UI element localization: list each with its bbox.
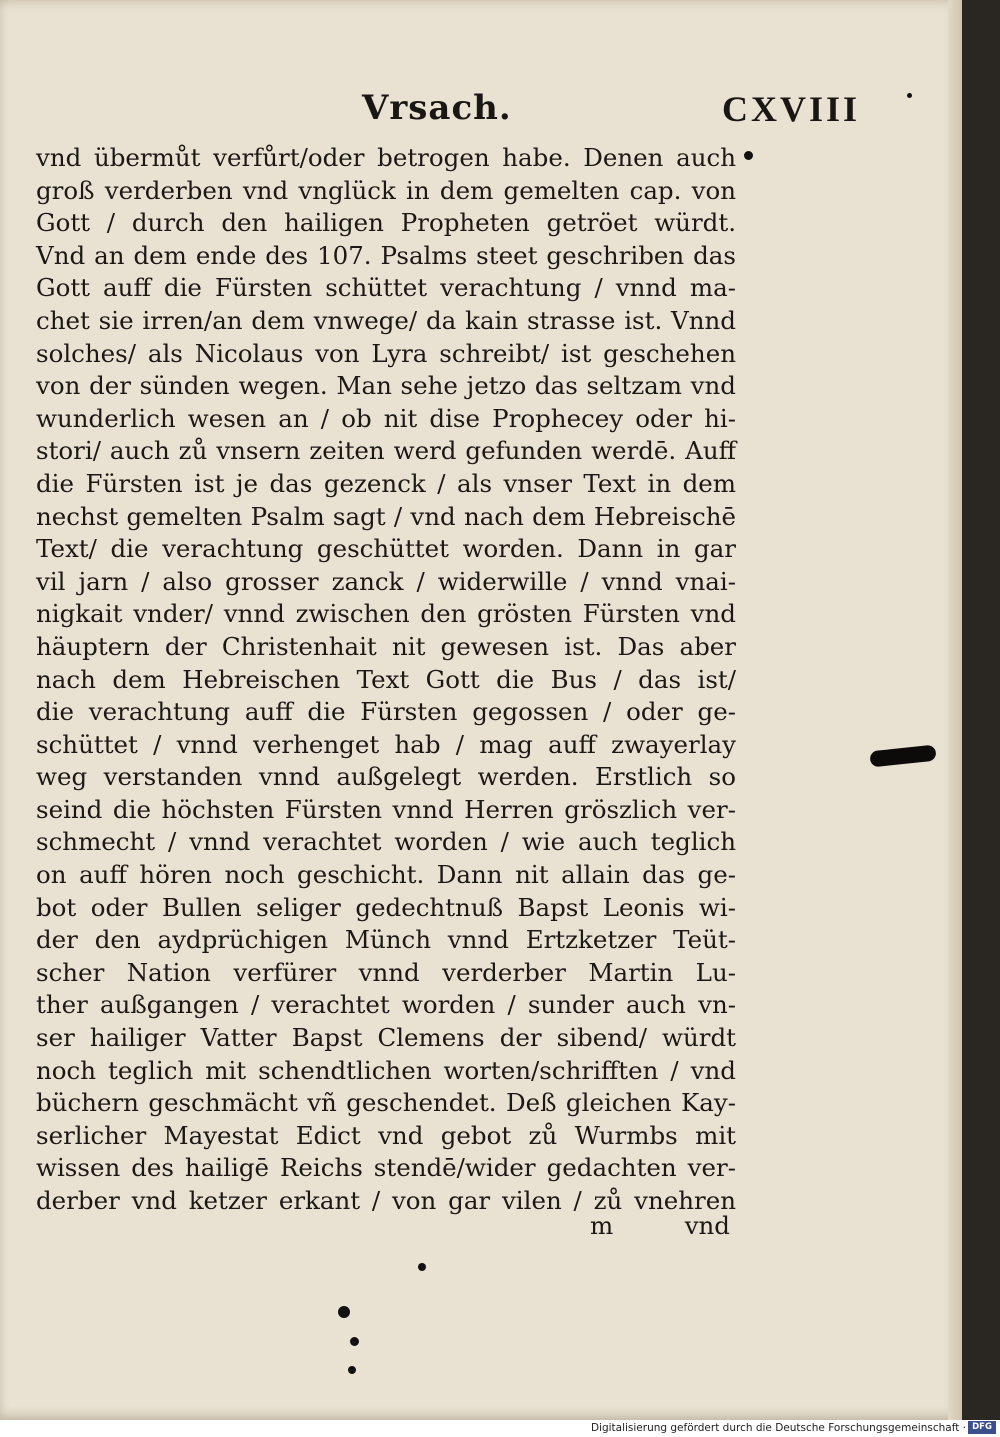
text-line: nigkait vnder/ vnnd zwischen den grösten Fürsten vnd — [36, 599, 736, 629]
body-text — [36, 142, 736, 1218]
text-line: chet sie irren/an dem vnwege/ da kain strasse ist. Vnnd — [36, 305, 736, 335]
text-line: nach dem Hebreischen Text Gott die Bus / das ist/ — [36, 664, 736, 694]
text-line: solches/ als Nicolaus von Lyra schreibt/ ist geschehen — [36, 338, 736, 368]
page-footer-catchword — [590, 1210, 730, 1242]
text-line: noch teglich mit schendtlichen worten/schrifften / vnd — [36, 1055, 736, 1085]
ink-speck — [348, 1366, 356, 1374]
text-line: vnd übermůt verfůrt/oder betrogen habe. Denen auch — [36, 143, 736, 172]
text-line: groß verderben vnd vnglück in dem gemelten cap. von — [36, 175, 736, 205]
ink-speck — [418, 1263, 426, 1271]
ink-speck — [744, 151, 753, 160]
page-edge — [948, 0, 962, 1420]
text-line: ther außgangen / verachtet worden / sunder auch vn- — [36, 990, 736, 1020]
text-line: schüttet / vnnd verhenget hab / mag auff zwayerlay — [36, 729, 736, 759]
text-line: büchern geschmächt vñ geschendet. Deß gleichen Kay- — [36, 1088, 736, 1118]
text-line: bot oder Bullen seliger gedechtnuß Bapst Leonis wi- — [36, 892, 736, 922]
text-line: ser hailiger Vatter Bapst Clemens der sibend/ würdt — [36, 1023, 736, 1053]
text-line: von der sünden wegen. Man sehe jetzo das seltzam vnd — [36, 371, 736, 401]
signature-mark: m — [590, 1211, 614, 1240]
text-line: Gott / durch den hailigen Propheten getröet würdt. — [36, 208, 736, 238]
text-line: weg verstanden vnnd außgelegt werden. Erstlich so — [36, 762, 736, 792]
ink-blot — [869, 745, 936, 768]
ink-speck — [350, 1337, 359, 1346]
text-line: serlicher Mayestat Edict vnd gebot zů Wurmbs mit — [36, 1120, 736, 1150]
text-line: on auff hören noch geschicht. Dann nit allain das ge- — [36, 860, 736, 890]
digitization-credit: Digitalisierung gefördert durch die Deutsche Forschungsgemeinschaft · — [590, 1422, 966, 1434]
text-line: Text/ die verachtung geschüttet worden. Dann in gar — [36, 534, 736, 564]
page-header — [0, 88, 962, 132]
text-line: derber vnd ketzer erkant / von gar vilen / zů vnehren — [36, 1186, 736, 1215]
catchword: vnd — [684, 1211, 730, 1240]
text-line: scher Nation verfürer vnnd verderber Martin Lu- — [36, 957, 736, 987]
text-line: stori/ auch zů vnsern zeiten werd gefunden werdē. Auff — [36, 436, 736, 466]
folio-number: CXVIII — [722, 89, 861, 129]
text-line: wissen des hailigē Reichs stendē/wider gedachten ver- — [36, 1153, 736, 1183]
text-line: seind die höchsten Fürsten vnnd Herren gröszlich ver- — [36, 794, 736, 824]
text-line: schmecht / vnnd verachtet worden / wie auch teglich — [36, 827, 736, 857]
text-line: häuptern der Christenhait nit gewesen ist. Das aber — [36, 631, 736, 661]
text-line: Gott auff die Fürsten schüttet verachtung / vnnd ma- — [36, 273, 736, 303]
text-line: die Fürsten ist je das gezenck / als vnser Text in dem — [36, 468, 736, 498]
text-line: Vnd an dem ende des 107. Psalms steet geschriben das — [36, 240, 736, 270]
text-line: die verachtung auff die Fürsten gegossen / oder ge- — [36, 697, 736, 727]
text-line: vil jarn / also grosser zanck / widerwille / vnnd vnai- — [36, 566, 736, 596]
ink-speck — [907, 93, 912, 98]
text-line: wunderlich wesen an / ob nit dise Prophecey oder hi- — [36, 403, 736, 433]
text-line: nechst gemelten Psalm sagt / vnd nach dem Hebreischē — [36, 501, 736, 531]
running-head: Vrsach. — [362, 88, 512, 128]
ink-speck — [338, 1306, 350, 1318]
text-line: der den aydprüchigen Münch vnnd Ertzketzer Teüt- — [36, 925, 736, 955]
dfg-logo: DFG — [968, 1421, 996, 1434]
